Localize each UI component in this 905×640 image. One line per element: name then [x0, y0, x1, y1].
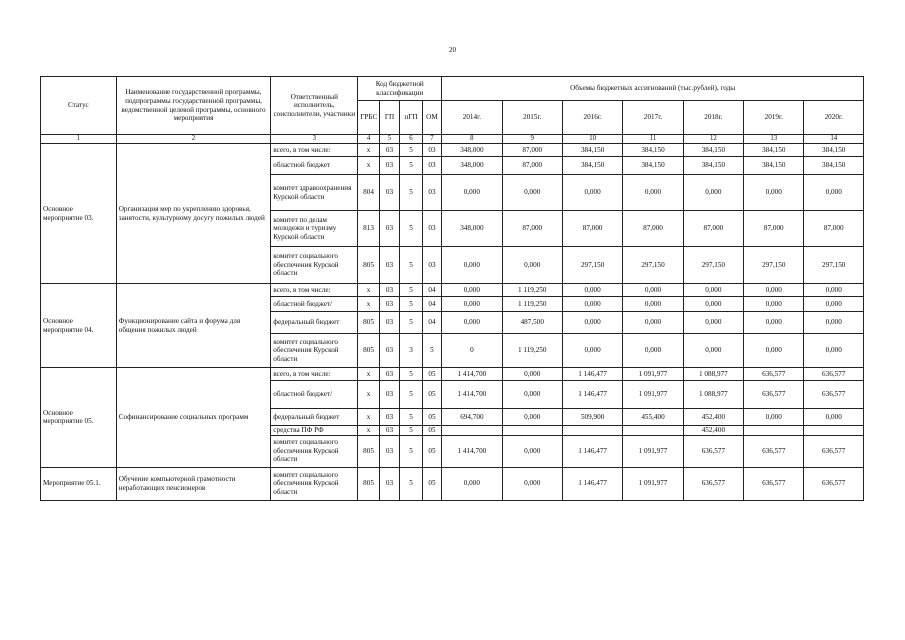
amount-cell: 297,150: [804, 247, 864, 284]
amount-cell: 0,000: [804, 175, 864, 211]
program-name-cell: Обучение компьютерной грамотности неработающих пенсионеров: [116, 467, 271, 500]
amount-cell: 1 091,977: [623, 467, 683, 500]
amount-cell: 384,150: [562, 144, 622, 157]
header-row-1: [41, 77, 864, 101]
gp-code-cell: 03: [379, 467, 399, 500]
amount-cell: 0,000: [623, 175, 683, 211]
om-code-cell: 05: [422, 426, 441, 436]
budget-table: [40, 76, 864, 501]
om-code-cell: 03: [422, 144, 441, 157]
status-cell: Основное мероприятие 03.: [41, 144, 117, 284]
column-number: 11: [623, 135, 683, 144]
amount-cell: 636,577: [804, 368, 864, 381]
responsible-cell: средства ПФ РФ: [271, 426, 358, 436]
amount-cell: 636,577: [744, 368, 804, 381]
amount-cell: 0,000: [502, 467, 562, 500]
gp-code-cell: 03: [379, 426, 399, 436]
amount-cell: 636,577: [744, 381, 804, 409]
pgp-code-cell: 5: [400, 284, 423, 297]
pgp-code-cell: 5: [400, 157, 423, 175]
amount-cell: 0,000: [683, 175, 743, 211]
amount-cell: 1 119,250: [502, 284, 562, 297]
column-number-row: [41, 135, 864, 144]
amount-cell: 452,400: [683, 426, 743, 436]
pgp-code-cell: 5: [400, 297, 423, 312]
amount-cell: 384,150: [562, 157, 622, 175]
amount-cell: 0,000: [623, 312, 683, 334]
amount-cell: 1 146,477: [562, 435, 622, 467]
pgp-code-cell: 5: [400, 426, 423, 436]
table-row: [41, 144, 864, 157]
om-code-cell: 5: [422, 334, 441, 368]
amount-cell: [562, 426, 622, 436]
amount-cell: 636,577: [804, 381, 864, 409]
grbs-code-cell: x: [358, 409, 379, 426]
amount-cell: 0,000: [562, 297, 622, 312]
column-number: 8: [442, 135, 502, 144]
pgp-code-cell: 5: [400, 409, 423, 426]
amount-cell: 348,000: [442, 144, 502, 157]
amount-cell: 636,577: [804, 435, 864, 467]
pgp-code-cell: 5: [400, 144, 423, 157]
amount-cell: 87,000: [623, 211, 683, 247]
amount-cell: 452,400: [683, 409, 743, 426]
page-number: 20: [449, 46, 456, 54]
amount-cell: 0,000: [623, 297, 683, 312]
pgp-code-cell: 5: [400, 312, 423, 334]
amount-cell: [623, 426, 683, 436]
amount-cell: 297,150: [623, 247, 683, 284]
om-code-cell: 04: [422, 297, 441, 312]
grbs-code-cell: 805: [358, 467, 379, 500]
gp-code-cell: 03: [379, 381, 399, 409]
grbs-code-cell: x: [358, 381, 379, 409]
header-budget-code: Код бюджетной классификации: [358, 77, 442, 101]
om-code-cell: 03: [422, 211, 441, 247]
gp-code-cell: 03: [379, 157, 399, 175]
header-year: 2017г.: [623, 101, 683, 135]
header-status: Статус: [41, 77, 117, 135]
amount-cell: 87,000: [502, 157, 562, 175]
responsible-cell: областной бюджет/: [271, 381, 358, 409]
program-name-cell: Софинансирование социальных программ: [116, 368, 271, 468]
column-number: 4: [358, 135, 379, 144]
pgp-code-cell: 5: [400, 435, 423, 467]
amount-cell: 455,400: [623, 409, 683, 426]
gp-code-cell: 03: [379, 297, 399, 312]
header-year: 2018г.: [683, 101, 743, 135]
pgp-code-cell: 5: [400, 467, 423, 500]
header-volumes: Объемы бюджетных ассигнований (тыс.рублей), годы: [442, 77, 864, 101]
amount-cell: 636,577: [744, 435, 804, 467]
gp-code-cell: 03: [379, 175, 399, 211]
responsible-cell: комитет социального обеспечения Курской области: [271, 247, 358, 284]
gp-code-cell: 03: [379, 247, 399, 284]
responsible-cell: всего, в том числе:: [271, 144, 358, 157]
pgp-code-cell: 5: [400, 175, 423, 211]
table-row: [41, 368, 864, 381]
amount-cell: 636,577: [683, 467, 743, 500]
column-number: 1: [41, 135, 117, 144]
header-grbs: ГРБС: [358, 101, 379, 135]
amount-cell: 384,150: [683, 144, 743, 157]
amount-cell: 1 091,977: [623, 435, 683, 467]
amount-cell: 0,000: [804, 334, 864, 368]
header-pgp: пГП: [400, 101, 423, 135]
column-number: 9: [502, 135, 562, 144]
table-row: [41, 284, 864, 297]
amount-cell: 0,000: [502, 381, 562, 409]
amount-cell: 1 119,250: [502, 297, 562, 312]
amount-cell: 1 119,250: [502, 334, 562, 368]
header-gp: ГП: [379, 101, 399, 135]
header-year: 2020г.: [804, 101, 864, 135]
amount-cell: 0,000: [502, 247, 562, 284]
program-name-cell: Функционирование сайта и форума для общения пожилых людей: [116, 284, 271, 368]
responsible-cell: федеральный бюджет: [271, 409, 358, 426]
amount-cell: 0,000: [804, 409, 864, 426]
amount-cell: 384,150: [744, 157, 804, 175]
amount-cell: 0,000: [442, 284, 502, 297]
gp-code-cell: 03: [379, 144, 399, 157]
pgp-code-cell: 5: [400, 247, 423, 284]
column-number: 10: [562, 135, 622, 144]
amount-cell: 0,000: [683, 297, 743, 312]
grbs-code-cell: x: [358, 297, 379, 312]
grbs-code-cell: x: [358, 426, 379, 436]
column-number: 5: [379, 135, 399, 144]
amount-cell: 487,500: [502, 312, 562, 334]
amount-cell: 0,000: [744, 297, 804, 312]
grbs-code-cell: 805: [358, 312, 379, 334]
gp-code-cell: 03: [379, 368, 399, 381]
amount-cell: 1 414,700: [442, 435, 502, 467]
responsible-cell: всего, в том числе:: [271, 368, 358, 381]
amount-cell: 1 146,477: [562, 381, 622, 409]
pgp-code-cell: 5: [400, 211, 423, 247]
amount-cell: 1 091,977: [623, 368, 683, 381]
amount-cell: 297,150: [562, 247, 622, 284]
amount-cell: 384,150: [683, 157, 743, 175]
om-code-cell: 05: [422, 467, 441, 500]
amount-cell: 87,000: [502, 144, 562, 157]
amount-cell: 0,000: [804, 284, 864, 297]
om-code-cell: 03: [422, 175, 441, 211]
amount-cell: 0,000: [562, 175, 622, 211]
amount-cell: 1 414,700: [442, 381, 502, 409]
header-year: 2016г.: [562, 101, 622, 135]
grbs-code-cell: x: [358, 144, 379, 157]
grbs-code-cell: 813: [358, 211, 379, 247]
gp-code-cell: 03: [379, 409, 399, 426]
amount-cell: 1 088,977: [683, 381, 743, 409]
amount-cell: 297,150: [744, 247, 804, 284]
pgp-code-cell: 5: [400, 381, 423, 409]
amount-cell: 87,000: [744, 211, 804, 247]
amount-cell: 636,577: [683, 435, 743, 467]
responsible-cell: областной бюджет: [271, 157, 358, 175]
amount-cell: [442, 426, 502, 436]
amount-cell: 1 091,977: [623, 381, 683, 409]
amount-cell: 0,000: [744, 175, 804, 211]
header-year: 2019г.: [744, 101, 804, 135]
amount-cell: [804, 426, 864, 436]
amount-cell: 0,000: [502, 368, 562, 381]
header-responsible: Ответственный исполнитель, соисполнители, участники: [271, 77, 358, 135]
amount-cell: 0,000: [442, 297, 502, 312]
amount-cell: 0,000: [562, 334, 622, 368]
amount-cell: 509,900: [562, 409, 622, 426]
responsible-cell: комитет здравоохранения Курской области: [271, 175, 358, 211]
amount-cell: [502, 426, 562, 436]
gp-code-cell: 03: [379, 284, 399, 297]
status-cell: Мероприятие 05.1.: [41, 467, 117, 500]
amount-cell: 1 146,477: [562, 368, 622, 381]
amount-cell: 0,000: [744, 312, 804, 334]
responsible-cell: федеральный бюджет: [271, 312, 358, 334]
program-name-cell: Организация мер по укреплению здоровья, занятости, культурному досугу пожилых людей: [116, 144, 271, 284]
amount-cell: 0,000: [683, 312, 743, 334]
om-code-cell: 03: [422, 157, 441, 175]
amount-cell: 636,577: [804, 467, 864, 500]
amount-cell: 0,000: [442, 247, 502, 284]
status-cell: Основное мероприятие 05.: [41, 368, 117, 468]
om-code-cell: 05: [422, 368, 441, 381]
amount-cell: 87,000: [562, 211, 622, 247]
amount-cell: 0,000: [502, 435, 562, 467]
amount-cell: 0,000: [683, 284, 743, 297]
pgp-code-cell: 5: [400, 368, 423, 381]
header-year: 2015г.: [502, 101, 562, 135]
amount-cell: 0,000: [804, 312, 864, 334]
header-om: ОМ: [422, 101, 441, 135]
column-number: 6: [400, 135, 423, 144]
om-code-cell: 05: [422, 381, 441, 409]
gp-code-cell: 03: [379, 211, 399, 247]
column-number: 7: [422, 135, 441, 144]
amount-cell: 384,150: [804, 144, 864, 157]
status-cell: Основное мероприятие 04.: [41, 284, 117, 368]
amount-cell: 384,150: [804, 157, 864, 175]
om-code-cell: 05: [422, 435, 441, 467]
header-year: 2014г.: [442, 101, 502, 135]
amount-cell: 0,000: [502, 409, 562, 426]
amount-cell: 0,000: [623, 334, 683, 368]
amount-cell: 87,000: [804, 211, 864, 247]
amount-cell: [744, 426, 804, 436]
amount-cell: 636,577: [744, 467, 804, 500]
amount-cell: 0,000: [623, 284, 683, 297]
gp-code-cell: 03: [379, 435, 399, 467]
amount-cell: 87,000: [502, 211, 562, 247]
amount-cell: 1 414,700: [442, 368, 502, 381]
amount-cell: 0,000: [502, 175, 562, 211]
om-code-cell: 03: [422, 247, 441, 284]
amount-cell: 0,000: [442, 312, 502, 334]
pgp-code-cell: 3: [400, 334, 423, 368]
amount-cell: 87,000: [683, 211, 743, 247]
amount-cell: 0,000: [562, 284, 622, 297]
responsible-cell: комитет социального обеспечения Курской области: [271, 435, 358, 467]
responsible-cell: всего, в том числе:: [271, 284, 358, 297]
gp-code-cell: 03: [379, 312, 399, 334]
grbs-code-cell: 805: [358, 334, 379, 368]
grbs-code-cell: x: [358, 368, 379, 381]
amount-cell: 0,000: [562, 312, 622, 334]
column-number: 14: [804, 135, 864, 144]
amount-cell: 384,150: [623, 144, 683, 157]
amount-cell: 0,000: [442, 467, 502, 500]
amount-cell: 694,700: [442, 409, 502, 426]
amount-cell: 0,000: [744, 409, 804, 426]
responsible-cell: областной бюджет/: [271, 297, 358, 312]
amount-cell: 1 146,477: [562, 467, 622, 500]
responsible-cell: комитет по делам молодежи и туризму Курской области: [271, 211, 358, 247]
grbs-code-cell: 805: [358, 247, 379, 284]
grbs-code-cell: 804: [358, 175, 379, 211]
gp-code-cell: 03: [379, 334, 399, 368]
header-name: Наименование государственной программы, подпрограммы государственной программы, ведомственной целевой программы, основного мероприятия: [116, 77, 271, 135]
amount-cell: 0,000: [744, 334, 804, 368]
amount-cell: 297,150: [683, 247, 743, 284]
amount-cell: 0,000: [804, 297, 864, 312]
responsible-cell: комитет социального обеспечения Курской области: [271, 467, 358, 500]
amount-cell: 0: [442, 334, 502, 368]
amount-cell: 348,000: [442, 211, 502, 247]
amount-cell: 384,150: [744, 144, 804, 157]
amount-cell: 384,150: [623, 157, 683, 175]
grbs-code-cell: x: [358, 284, 379, 297]
amount-cell: 0,000: [744, 284, 804, 297]
column-number: 12: [683, 135, 743, 144]
column-number: 2: [116, 135, 271, 144]
grbs-code-cell: 805: [358, 435, 379, 467]
om-code-cell: 05: [422, 409, 441, 426]
amount-cell: 348,000: [442, 157, 502, 175]
responsible-cell: комитет социального обеспечения Курской области: [271, 334, 358, 368]
amount-cell: 0,000: [442, 175, 502, 211]
amount-cell: 0,000: [683, 334, 743, 368]
amount-cell: 1 088,977: [683, 368, 743, 381]
om-code-cell: 04: [422, 312, 441, 334]
column-number: 3: [271, 135, 358, 144]
grbs-code-cell: x: [358, 157, 379, 175]
om-code-cell: 04: [422, 284, 441, 297]
table-row: [41, 467, 864, 500]
column-number: 13: [744, 135, 804, 144]
